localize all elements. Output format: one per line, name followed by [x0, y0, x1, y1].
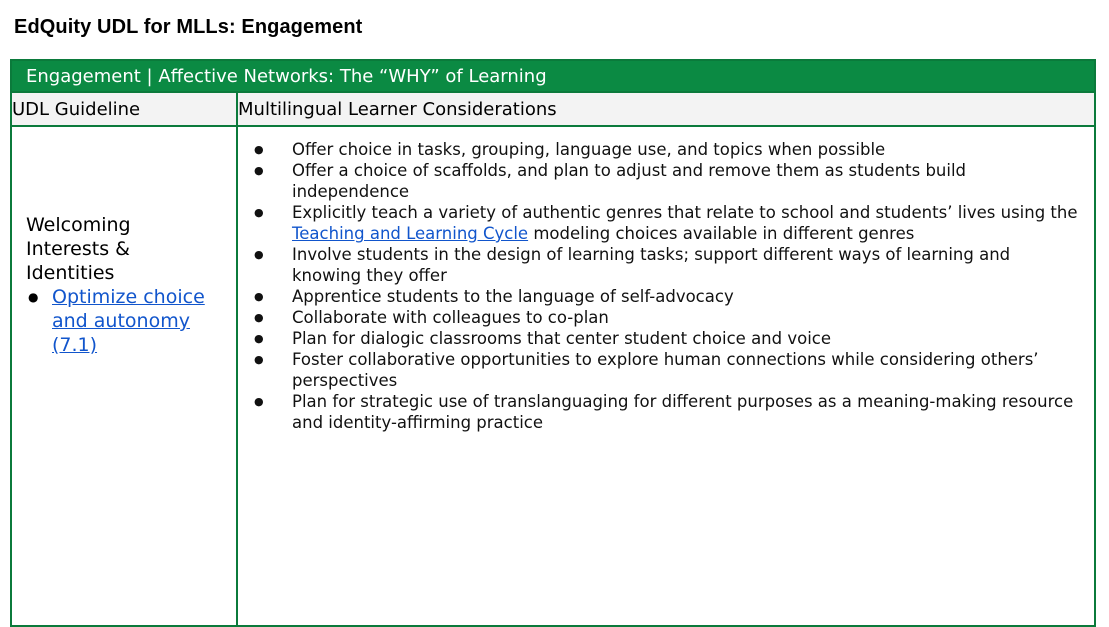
list-item [254, 202, 1080, 244]
considerations-cell [237, 126, 1095, 626]
guideline-line1: Welcoming [26, 214, 131, 236]
guideline-list [26, 285, 236, 357]
guideline-line3: Identities [26, 262, 115, 284]
list-item: ● Plan for dialogic classrooms that center student choice and voice [254, 328, 1080, 349]
item-text-pre: Explicitly teach a variety of authentic genres that relate to school and students’ lives using the [292, 203, 1078, 222]
guideline-line2: Interests & [26, 238, 130, 260]
guideline-list-item [26, 285, 236, 357]
list-item: ● Offer a choice of scaffolds, and plan to adjust and remove them as students build independence [254, 160, 1080, 202]
list-item: ● Plan for strategic use of translanguaging for different purposes as a meaning-making resource and identity-affirming practice [254, 391, 1080, 433]
list-item: ● Foster collaborative opportunities to explore human connections while considering others’ perspectives [254, 349, 1080, 391]
list-item: ● Offer choice in tasks, grouping, language use, and topics when possible [254, 139, 1080, 160]
column-label-considerations: Multilingual Learner Considerations [237, 92, 1095, 126]
optimize-choice-link[interactable]: Optimize choice and autonomy (7.1) [52, 286, 205, 356]
item-text-post: modeling choices available in different genres [528, 224, 915, 243]
udl-table [10, 59, 1096, 627]
table-header: Engagement | Affective Networks: The “WHY” of Learning [11, 60, 1095, 92]
list-item: ● Involve students in the design of learning tasks; support different ways of learning and knowing they offer [254, 244, 1080, 286]
teaching-learning-cycle-link[interactable]: Teaching and Learning Cycle [292, 224, 529, 243]
list-item: ● Collaborate with colleagues to co-plan [254, 307, 1080, 328]
list-item: ● Apprentice students to the language of self-advocacy [254, 286, 1080, 307]
column-label-guideline: UDL Guideline [11, 92, 237, 126]
page-title: EdQuity UDL for MLLs: Engagement [14, 16, 363, 38]
guideline-cell [11, 126, 237, 626]
considerations-list [254, 139, 1080, 433]
